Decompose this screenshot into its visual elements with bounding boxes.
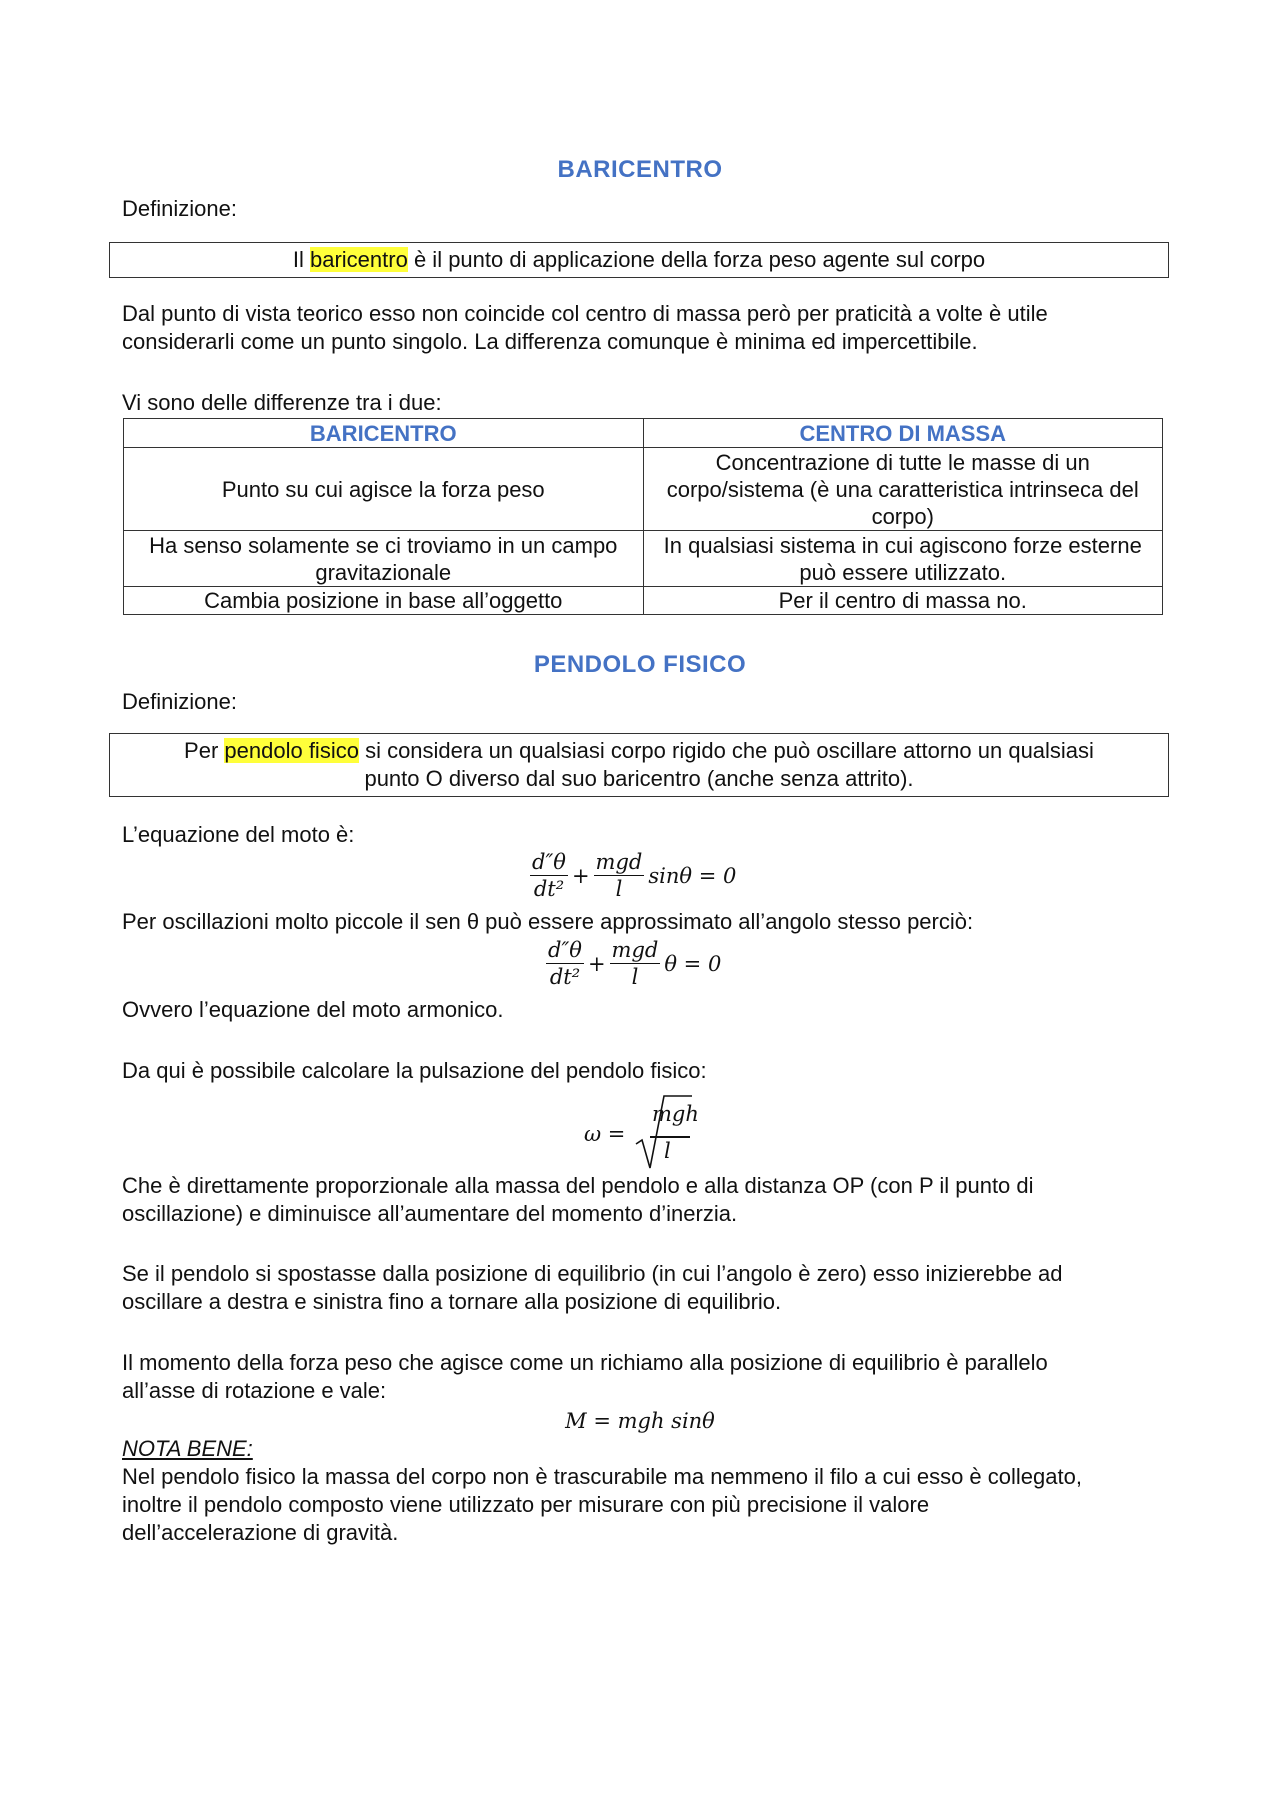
numerator: d″θ: [532, 850, 566, 874]
definition-box: [109, 242, 1169, 278]
definition-box: [109, 733, 1169, 797]
table-header-cell: CENTRO DI MASSA: [643, 419, 1163, 448]
plus-operator: +: [587, 951, 606, 976]
fraction: [610, 937, 661, 990]
plus-operator: +: [571, 863, 590, 888]
equation-of-motion: [530, 849, 740, 902]
paragraph-line: Il momento della forza peso che agisce come un richiamo alla posizione di equilibrio è parallelo: [122, 1350, 1048, 1375]
denominator: dt²: [549, 965, 581, 989]
omega-lhs: ω =: [584, 1122, 626, 1146]
equation-intro: L’equazione del moto è:: [122, 822, 355, 847]
highlighted-term: pendolo fisico: [224, 738, 359, 763]
table-cell: Punto su cui agisce la forza peso: [124, 448, 644, 531]
table-intro: Vi sono delle differenze tra i due:: [122, 390, 442, 415]
paragraph: [122, 1260, 1172, 1316]
small-oscillation-text: Per oscillazioni molto piccole il sen θ può essere approssimato all’angolo stesso perciò:: [122, 909, 974, 934]
paragraph-line: considerarli come un punto singolo. La differenza comunque è minima ed impercettibile.: [122, 329, 978, 354]
section-title-baricentro: BARICENTRO: [557, 156, 723, 183]
definition-text-end: si considera un qualsiasi corpo rigido che può oscillare attorno un qualsiasi: [358, 738, 1094, 763]
paragraph-line: Dal punto di vista teorico esso non coincide col centro di massa però per praticità a volte è utile: [122, 301, 1048, 326]
paragraph-line: Se il pendolo si spostasse dalla posizione di equilibrio (in cui l’angolo è zero) esso inizierebbe ad: [122, 1261, 1063, 1286]
denominator: l: [631, 965, 639, 989]
definition-label: Definizione:: [122, 196, 237, 221]
definition-text-end: è il punto di applicazione della forza peso agente sul corpo: [407, 247, 986, 272]
sqrt-numerator: mgh: [652, 1102, 699, 1126]
paragraph-line: Che è direttamente proporzionale alla massa del pendolo e alla distanza OP (con P il punto di: [122, 1173, 1034, 1198]
table-cell: In qualsiasi sistema in cui agiscono forze esterne può essere utilizzato.: [643, 531, 1163, 587]
harmonic-text: Ovvero l’equazione del moto armonico.: [122, 997, 504, 1022]
numerator: d″θ: [548, 938, 582, 962]
table-header-row: [124, 419, 1163, 448]
pulsation-equation: [584, 1092, 704, 1172]
note-line: inoltre il pendolo composto viene utilizzato per misurare con più precisione il valore: [122, 1492, 930, 1517]
fraction: [594, 849, 645, 902]
numerator: mgd: [595, 850, 643, 874]
moment-equation: M = mgh sinθ: [565, 1409, 715, 1433]
definition-line: punto O diverso dal suo baricentro (anche senza attrito).: [364, 766, 914, 791]
paragraph: [122, 1172, 1172, 1228]
linearized-equation: [546, 937, 725, 990]
note-block: [122, 1435, 1172, 1547]
table-row: [124, 448, 1163, 531]
fraction: [546, 937, 584, 990]
table-cell: Concentrazione di tutte le masse di un corpo/sistema (è una caratteristica intrinseca del corpo): [643, 448, 1163, 531]
table-row: [124, 587, 1163, 615]
section-title-pendolo-fisico: PENDOLO FISICO: [533, 651, 747, 678]
sqrt-denominator: l: [664, 1139, 671, 1163]
table-row: [124, 531, 1163, 587]
note-heading: NOTA BENE:: [122, 1436, 253, 1461]
paragraph-line: all’asse di rotazione e vale:: [122, 1378, 387, 1403]
paragraph-line: oscillare a destra e sinistra fino a tornare alla posizione di equilibrio.: [122, 1289, 782, 1314]
note-line: dell’accelerazione di gravità.: [122, 1520, 399, 1545]
table-cell: Cambia posizione in base all’oggetto: [124, 587, 644, 615]
paragraph: [122, 1349, 1172, 1405]
table-cell: Ha senso solamente se ci troviamo in un campo gravitazionale: [124, 531, 644, 587]
definition-text-start: Per: [184, 738, 225, 763]
comparison-table: [123, 418, 1163, 615]
definition-label: Definizione:: [122, 689, 237, 714]
definition-text-start: Il: [292, 247, 310, 272]
fraction: [530, 849, 568, 902]
pulsation-intro: Da qui è possibile calcolare la pulsazione del pendolo fisico:: [122, 1058, 707, 1083]
definition-line: [110, 737, 1168, 765]
denominator: l: [615, 877, 623, 901]
numerator: mgd: [611, 938, 659, 962]
paragraph: [122, 300, 1172, 356]
table-header-cell: BARICENTRO: [124, 419, 644, 448]
paragraph-line: oscillazione) e diminuisce all’aumentare del momento d’inerzia.: [122, 1201, 738, 1226]
highlighted-term: baricentro: [310, 247, 408, 272]
equation-tail: θ = 0: [664, 951, 722, 976]
table-cell: Per il centro di massa no.: [643, 587, 1163, 615]
equation-tail: sinθ = 0: [648, 863, 737, 888]
note-line: Nel pendolo fisico la massa del corpo non è trascurabile ma nemmeno il filo a cui esso è collegato,: [122, 1464, 1082, 1489]
denominator: dt²: [533, 877, 565, 901]
